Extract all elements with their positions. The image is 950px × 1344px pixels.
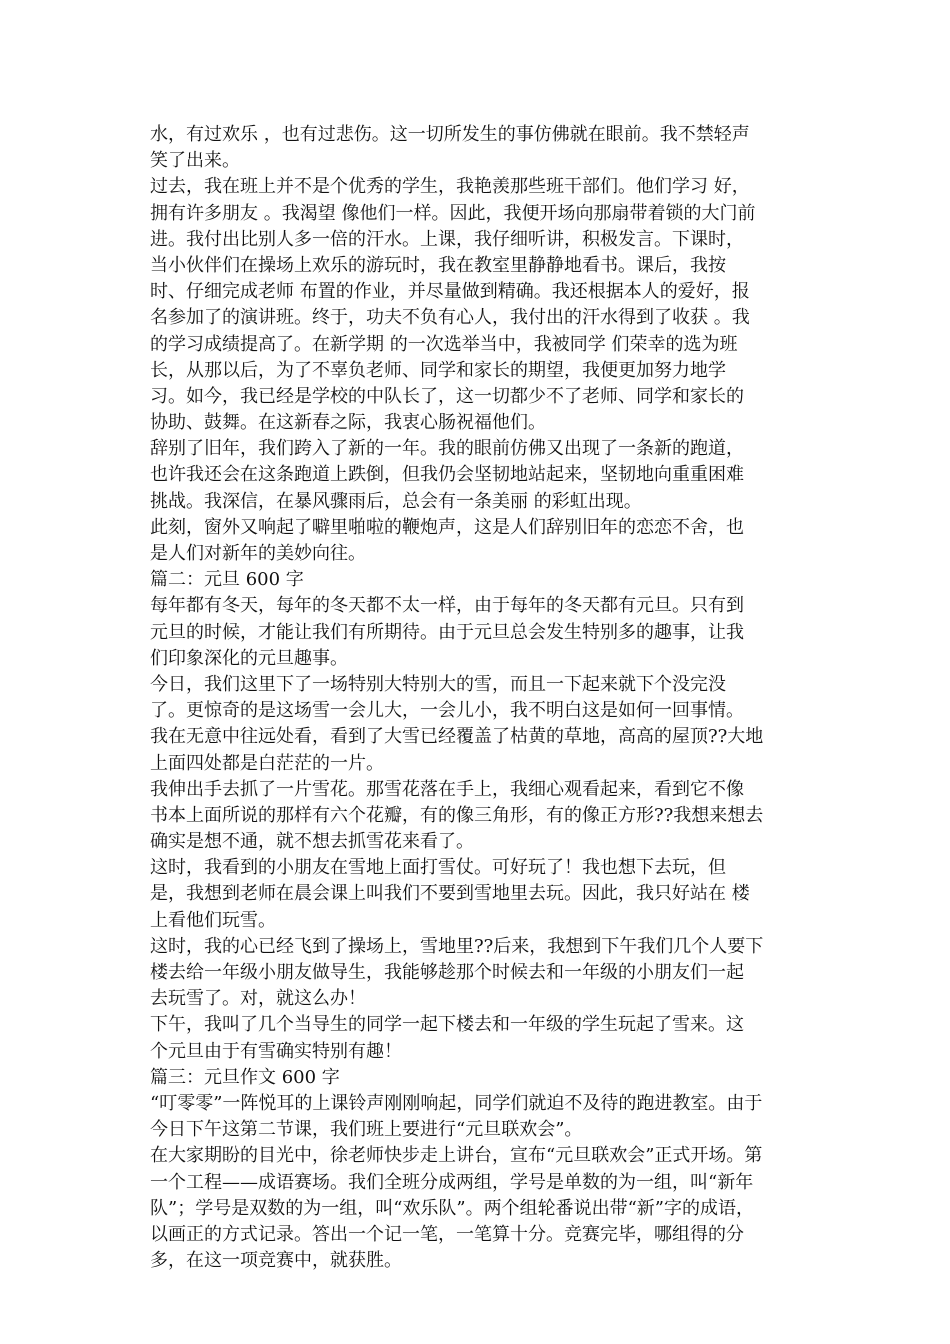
text-line: 楼去给一年级小朋友做导生，我能够趁那个时候去和一年级的小朋友们一起 bbox=[150, 962, 744, 983]
text-line: 水，有过欢乐 ，也有过悲伤。这一切所发生的事仿佛就在眼前。我不禁轻声 bbox=[150, 124, 750, 145]
text-line: 上看他们玩雪。 bbox=[150, 909, 276, 931]
text-line: 一个工程——成语赛场。我们全班分成两组，学号是单数的为一组，叫“新年 bbox=[150, 1171, 754, 1193]
text-line: 上面四处都是白茫茫的一片。 bbox=[150, 752, 384, 774]
document-body bbox=[150, 122, 810, 1274]
text-line: “叮零零”一阵悦耳的上课铃声刚刚响起，同学们就迫不及待的跑进教室。由于 bbox=[150, 1092, 763, 1114]
text-line: 这时，我看到的小朋友在雪地上面打雪仗。可好玩了！我也想下去玩，但 bbox=[150, 857, 726, 879]
text-line: 确实是想不通，就不想去抓雪花来看了。 bbox=[150, 831, 474, 853]
text-line: 去玩雪了。对，就这么办！ bbox=[150, 988, 366, 1010]
section-heading: 篇二：元旦 600 字 bbox=[150, 569, 304, 591]
text-line: 当小伙伴们在操场上欢乐的游玩时，我在教室里静静地看书。课后，我按 bbox=[150, 254, 726, 276]
text-line: 的学习成绩提高了。在新学期 的一次选举当中，我被同学 们荣幸的选为班 bbox=[150, 333, 738, 355]
text-line: 书本上面所说的那样有六个花瓣，有的像三角形，有的像正方形??我想来想去 bbox=[150, 804, 764, 826]
text-line: 每年都有冬天，每年的冬天都不太一样，由于每年的冬天都有元旦。只有到 bbox=[150, 595, 744, 617]
text-line: 个元旦由于有雪确实特别有趣！ bbox=[150, 1040, 402, 1062]
text-line: 元旦的时候，才能让我们有所期待。由于元旦总会发生特别多的趣事，让我 bbox=[150, 621, 744, 643]
text-line: 我在无意中往远处看，看到了大雪已经覆盖了枯黄的草地，高高的屋顶??大地 bbox=[150, 726, 764, 748]
text-line: 多，在这一项竞赛中，就获胜。 bbox=[150, 1250, 402, 1272]
text-line: 是人们对新年的美妙向往。 bbox=[150, 543, 366, 564]
text-line: 此刻，窗外又响起了噼里啪啦的鞭炮声，这是人们辞别旧年的恋恋不舍，也 bbox=[150, 516, 744, 538]
text-line: 了。更惊奇的是这场雪一会儿大，一会儿小，我不明白这是如何一回事情。 bbox=[150, 700, 744, 722]
text-line: 也许我还会在这条跑道上跌倒，但我仍会坚韧地站起来，坚韧地向重重困难 bbox=[150, 464, 744, 486]
text-line: 我伸出手去抓了一片雪花。那雪花落在手上，我细心观看起来，看到它不像 bbox=[150, 778, 744, 800]
text-line: 辞别了旧年，我们跨入了新的一年。我的眼前仿佛又出现了一条新的跑道， bbox=[150, 438, 744, 460]
text-line: 今日下午这第二节课，我们班上要进行“元旦联欢会”。 bbox=[150, 1119, 583, 1141]
text-line: 以画正的方式记录。答出一个记一笔，一笔算十分。竞赛完毕，哪组得的分 bbox=[150, 1223, 744, 1245]
text-line: 下午，我叫了几个当导生的同学一起下楼去和一年级的学生玩起了雪来。这 bbox=[150, 1014, 744, 1036]
text-line: 习。如今，我已经是学校的中队长了，这一切都少不了老师、同学和家长的 bbox=[150, 385, 744, 407]
text-line: 时、仔细完成老师 布置的作业，并尽量做到精确。我还根据本人的爱好，报 bbox=[150, 281, 750, 303]
text-line: 是，我想到老师在晨会课上叫我们不要到雪地里去玩。因此，我只好站在 楼 bbox=[150, 883, 750, 905]
text-line: 挑战。我深信，在暴风骤雨后，总会有一条美丽 的彩虹出现。 bbox=[150, 490, 642, 512]
text-line: 笑了出来。 bbox=[150, 150, 240, 172]
text-line: 在大家期盼的目光中，徐老师快步走上讲台，宣布“元旦联欢会”正式开场。第 bbox=[150, 1145, 763, 1167]
text-line: 拥有许多朋友 。我渴望 像他们一样。因此，我便开场向那扇带着锁的大门前 bbox=[150, 202, 756, 224]
section-heading: 篇三：元旦作文 600 字 bbox=[150, 1066, 340, 1088]
text-line: 今日，我们这里下了一场特别大特别大的雪，而且一下起来就下个没完没 bbox=[150, 673, 726, 695]
text-line: 这时，我的心已经飞到了操场上，雪地里??后来，我想到下午我们几个人要下 bbox=[150, 935, 764, 957]
text-line: 进。我付出比别人多一倍的汗水。上课，我仔细听讲，积极发言。下课时， bbox=[150, 228, 744, 250]
text-line: 过去，我在班上并不是个优秀的学生，我艳羡那些班干部们。他们学习 好， bbox=[150, 176, 750, 198]
text-line: 名参加了的演讲班。终于，功夫不负有心人，我付出的汗水得到了收获 。我 bbox=[150, 307, 750, 329]
text-line: 队”；学号是双数的为一组，叫“欢乐队”。两个组轮番说出带“新”字的成语， bbox=[150, 1197, 755, 1219]
text-line: 长，从那以后，为了不辜负老师、同学和家长的期望，我便更加努力地学 bbox=[150, 359, 726, 381]
text-line: 协助、鼓舞。在这新春之际，我衷心肠祝福他们。 bbox=[150, 412, 546, 434]
text-line: 们印象深化的元旦趣事。 bbox=[150, 647, 348, 669]
